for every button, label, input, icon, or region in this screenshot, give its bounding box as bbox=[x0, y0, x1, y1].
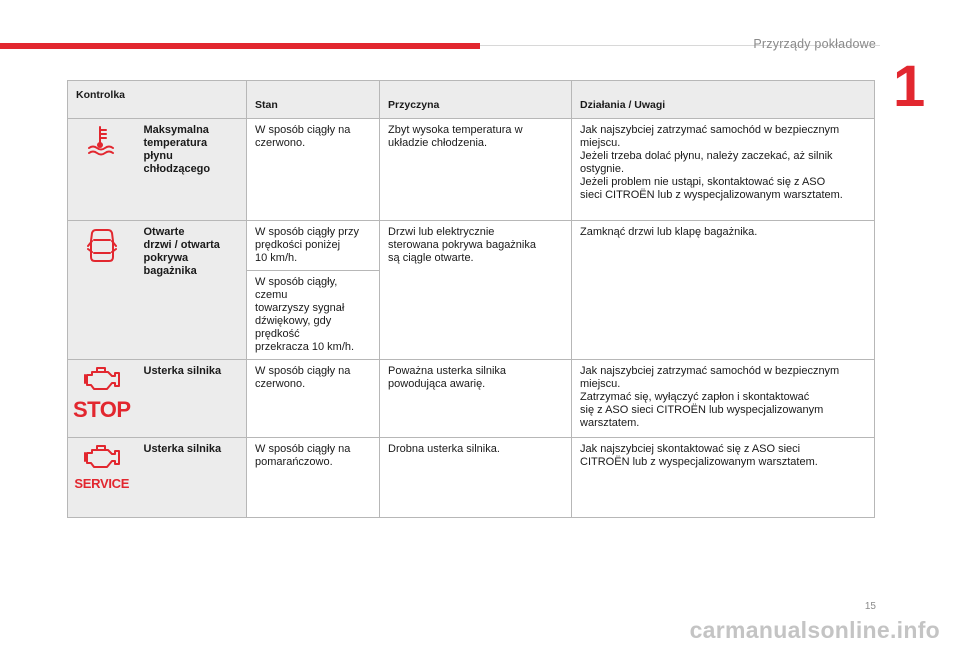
engine-stop-icon-group bbox=[73, 365, 131, 422]
icon-cell bbox=[68, 360, 136, 438]
state-cell: W sposób ciągły na pomarańczowo. bbox=[247, 438, 380, 518]
table-row bbox=[68, 119, 875, 221]
action-cell: Jak najszybciej skontaktować się z ASO sieci CITROËN lub z wyspecjalizowanym warsztatem. bbox=[572, 438, 875, 518]
header-przyczyna: Przyczyna bbox=[380, 81, 572, 119]
header-accent-bar bbox=[0, 43, 480, 49]
table-row bbox=[68, 438, 875, 518]
engine-fault-icon bbox=[82, 365, 122, 393]
header-stan: Stan bbox=[247, 81, 380, 119]
table-header-row bbox=[68, 81, 875, 119]
state-cell: W sposób ciągły przy prędkości poniżej 10 km/h. bbox=[247, 221, 380, 271]
cause-cell: Zbyt wysoka temperatura w układzie chłodzenia. bbox=[380, 119, 572, 221]
light-name: Usterka silnika bbox=[136, 438, 247, 518]
warning-lights-table bbox=[67, 80, 875, 518]
icon-cell bbox=[68, 119, 136, 221]
light-name: Usterka silnika bbox=[136, 360, 247, 438]
state-cell-secondary: W sposób ciągły, czemu towarzyszy sygnał dźwiękowy, gdy prędkość przekracza 10 km/h. bbox=[247, 271, 380, 360]
section-title: Przyrządy pokładowe bbox=[753, 37, 876, 51]
header-kontrolka: Kontrolka bbox=[68, 81, 247, 119]
chapter-number: 1 bbox=[893, 54, 926, 119]
table-row bbox=[68, 360, 875, 438]
door-open-icon bbox=[87, 226, 117, 266]
page-number: 15 bbox=[864, 601, 876, 612]
cause-cell: Drobna usterka silnika. bbox=[380, 438, 572, 518]
service-badge: SERVICE bbox=[74, 476, 130, 491]
light-name: Maksymalna temperatura płynu chłodzącego bbox=[136, 119, 247, 221]
state-cell: W sposób ciągły na czerwono. bbox=[247, 119, 380, 221]
engine-fault-icon bbox=[82, 443, 122, 471]
state-cell: W sposób ciągły na czerwono. bbox=[247, 360, 380, 438]
icon-cell bbox=[68, 438, 136, 518]
action-cell: Jak najszybciej zatrzymać samochód w bezpiecznym miejscu. Zatrzymać się, wyłączyć zapłon i skontaktować się z ASO sieci CITROËN lub wyspecjalizowanym warsztatem. bbox=[572, 360, 875, 438]
coolant-temperature-icon bbox=[85, 124, 119, 158]
icon-cell bbox=[68, 221, 136, 360]
header-dzialania: Działania / Uwagi bbox=[572, 81, 875, 119]
watermark: carmanualsonline.info bbox=[689, 617, 940, 643]
light-name: Otwarte drzwi / otwarta pokrywa bagażnika bbox=[136, 221, 247, 360]
cause-cell: Poważna usterka silnika powodująca awarię. bbox=[380, 360, 572, 438]
action-cell: Jak najszybciej zatrzymać samochód w bezpiecznym miejscu. Jeżeli trzeba dolać płynu, należy zaczekać, aż silnik ostygnie. Jeżeli problem nie ustąpi, skontaktować się z ASO sieci CITROËN lub z wyspecjalizowanym warsztatem. bbox=[572, 119, 875, 221]
cause-cell: Drzwi lub elektrycznie sterowana pokrywa bagażnika są ciągle otwarte. bbox=[380, 221, 572, 360]
engine-service-icon-group bbox=[76, 443, 128, 491]
action-cell: Zamknąć drzwi lub klapę bagażnika. bbox=[572, 221, 875, 360]
table-row bbox=[68, 221, 875, 271]
stop-badge: STOP bbox=[73, 397, 131, 422]
